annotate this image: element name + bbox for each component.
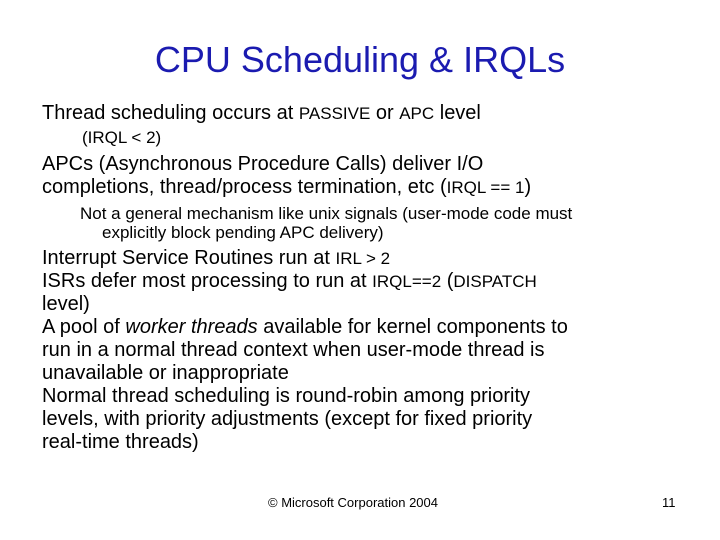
bullet-4: [42, 270, 687, 316]
bullet-6: [42, 385, 687, 454]
bullet-2-line-2-a: completions, thread/process termination, etc (: [42, 176, 447, 198]
bullet-4-text-a: ISRs defer most processing to run at: [42, 270, 373, 292]
bullet-3: [42, 247, 687, 270]
bullet-6-line-2: levels, with priority adjustments (except for fixed priority: [42, 408, 533, 430]
bullet-3-text-a: Interrupt Service Routines run at: [42, 247, 336, 269]
bullet-5: [42, 316, 687, 385]
bullet-6-line-3: real-time threads): [42, 431, 199, 453]
bullet-3-text-b: IRL > 2: [335, 249, 391, 268]
bullet-2-sub-line-2: explicitly block pending APC delivery): [102, 223, 384, 242]
bullet-2-sub: [42, 204, 687, 242]
bullet-1-text-c: or: [370, 102, 400, 124]
bullet-2: [42, 153, 687, 199]
bullet-4-text-d: DISPATCH: [453, 272, 537, 291]
bullet-1-text-b: PASSIVE: [298, 104, 371, 123]
bullet-5-text-b: worker threads: [125, 316, 258, 338]
bullet-5-line-2: run in a normal thread context when user-mode thread is: [42, 339, 545, 361]
footer-copyright: © Microsoft Corporation 2004: [268, 495, 438, 510]
bullet-1-sub: (IRQL < 2): [82, 128, 162, 147]
bullet-1-text-a: Thread scheduling occurs at: [42, 102, 299, 124]
bullet-5-line-1: [42, 316, 687, 339]
bullet-6-line-1: Normal thread scheduling is round-robin among priority: [42, 385, 531, 407]
bullet-1: [42, 102, 687, 125]
bullet-1-text-d: APC: [399, 104, 435, 123]
bullet-5-text-c: available for kernel components to: [257, 316, 568, 338]
bullet-4-text-b: IRQL==2: [372, 272, 442, 291]
bullet-2-line-2-c: ): [524, 176, 532, 198]
bullet-5-text-a: A pool of: [42, 316, 126, 338]
bullet-4-text-c: (: [441, 270, 454, 292]
slide-title: CPU Scheduling & IRQLs: [154, 39, 566, 80]
slide-number: 11: [662, 495, 676, 510]
bullet-2-line-2: [42, 176, 687, 199]
bullet-1-text-e: level: [434, 102, 481, 124]
slide-body: [42, 102, 687, 454]
bullet-2-sub-line-1: Not a general mechanism like unix signals (user-mode code must: [80, 204, 573, 223]
bullet-2-line-1: APCs (Asynchronous Procedure Calls) deliver I/O: [42, 153, 484, 175]
bullet-5-line-3: unavailable or inappropriate: [42, 362, 289, 384]
bullet-4-line-1: [42, 270, 687, 293]
bullet-4-line-2: level): [42, 293, 90, 315]
bullet-2-line-2-b: IRQL == 1: [446, 178, 525, 197]
